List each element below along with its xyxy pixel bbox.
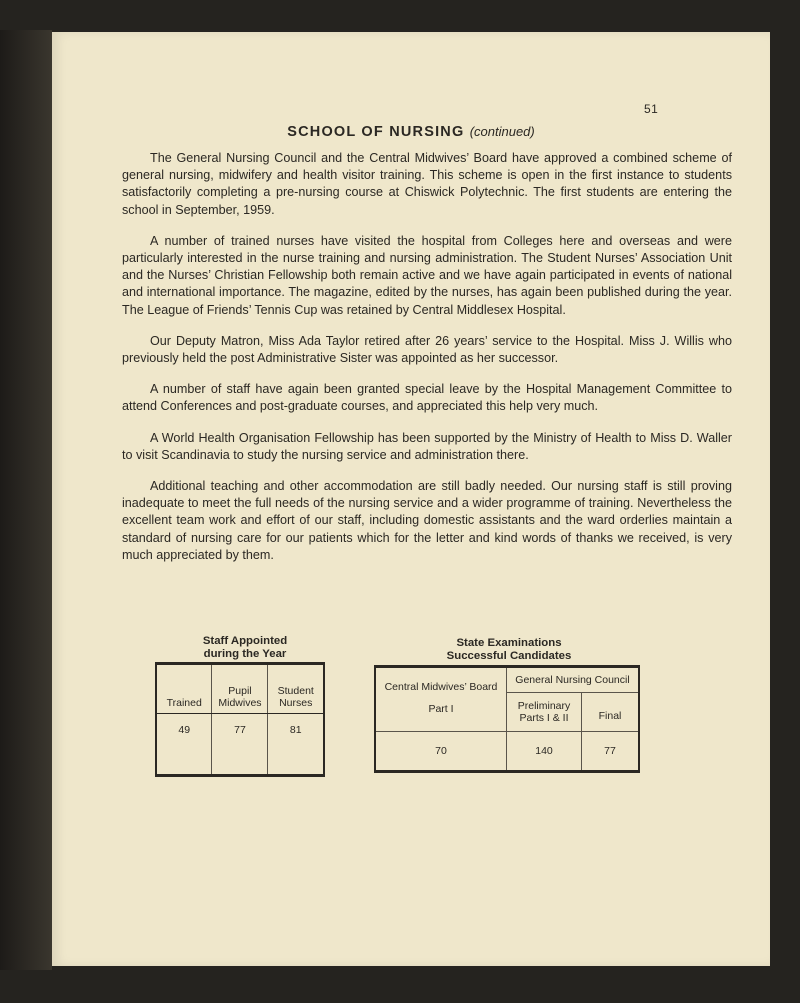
staff-table-caption xyxy=(160,635,330,660)
column-header-final: Final xyxy=(582,693,640,732)
column-header: Pupil Midwives xyxy=(212,664,268,714)
body-text xyxy=(122,150,732,578)
table-cell: 49 xyxy=(178,724,191,736)
cmb-header: Central Midwives’ Board xyxy=(384,681,498,693)
table-row xyxy=(156,714,324,776)
page-title xyxy=(52,124,770,140)
column-header-preliminary: Preliminary Parts I & II xyxy=(507,693,582,732)
table-cell: 140 xyxy=(507,732,582,772)
table-cell: 77 xyxy=(212,714,268,776)
column-header-gnc: General Nursing Council xyxy=(507,667,640,693)
paragraph: A World Health Organisation Fellowship has been supported by the Ministry of Health to Miss D. Waller to visit Scandinavia to study the nursing service and administration there. xyxy=(122,430,732,462)
column-header: Trained xyxy=(156,664,212,714)
column-header: Student Nurses xyxy=(268,664,324,714)
exam-caption-line1: State Examinations xyxy=(456,637,562,649)
table-row xyxy=(375,732,639,772)
exam-caption-line2: Successful Candidates xyxy=(446,649,572,662)
table-cell: 70 xyxy=(375,732,507,772)
cmb-subheader: Part I xyxy=(428,703,454,715)
paragraph: A number of staff have again been granted special leave by the Hospital Management Committee to attend Conferences and post-graduate courses, and appreciated this help very much. xyxy=(122,382,732,414)
book-gutter xyxy=(0,30,52,970)
table-cell: 81 xyxy=(268,714,324,776)
exam-table-caption xyxy=(424,637,594,662)
title-suffix: (continued) xyxy=(469,124,535,139)
column-header-cmb xyxy=(375,667,507,732)
table-header-row xyxy=(375,667,639,693)
state-examinations-table xyxy=(374,665,640,773)
title-main: SCHOOL OF NURSING xyxy=(287,124,465,140)
staff-appointed-table xyxy=(155,662,325,777)
paragraph: Additional teaching and other accommodation are still badly needed. Our nursing staff is still proving inadequate to meet the full needs of the nursing service and a wider programme of training. Nevertheless the excellent team work and effort of our staff, including domestic assistants and the ward orderlies maintain a standard of nursing care for our patients which for the letter and kind words of thanks we received, is very much appreciated by them. xyxy=(122,479,732,562)
staff-caption-line2: during the Year xyxy=(203,647,287,660)
paragraph: Our Deputy Matron, Miss Ada Taylor retired after 26 years’ service to the Hospital. Miss J. Willis who previously held the post Administrative Sister was appointed as her successor. xyxy=(122,333,732,366)
page-number: 51 xyxy=(644,102,659,116)
table-header-row xyxy=(156,664,324,714)
staff-caption-line1: Staff Appointed xyxy=(202,635,288,647)
paragraph: The General Nursing Council and the Central Midwives’ Board have approved a combined scheme of general nursing, midwifery and health visitor training. This scheme is open in the first instance to students satisfactorily completing a pre-nursing course at Chiswick Polytechnic. The first students are entering the school in September, 1959. xyxy=(122,151,732,217)
table-cell: 77 xyxy=(582,732,640,772)
paragraph: A number of trained nurses have visited the hospital from Colleges here and overseas and were particularly interested in the nurse training and nursing administration. The Student Nurses’ Association Unit and the Nurses’ Christian Fellowship both remain active and we have again participated in events of national and international importance. The magazine, edited by the nurses, has again been published during the year. The League of Friends’ Tennis Cup was retained by Central Middlesex Hospital. xyxy=(122,233,732,317)
document-page xyxy=(52,32,770,966)
